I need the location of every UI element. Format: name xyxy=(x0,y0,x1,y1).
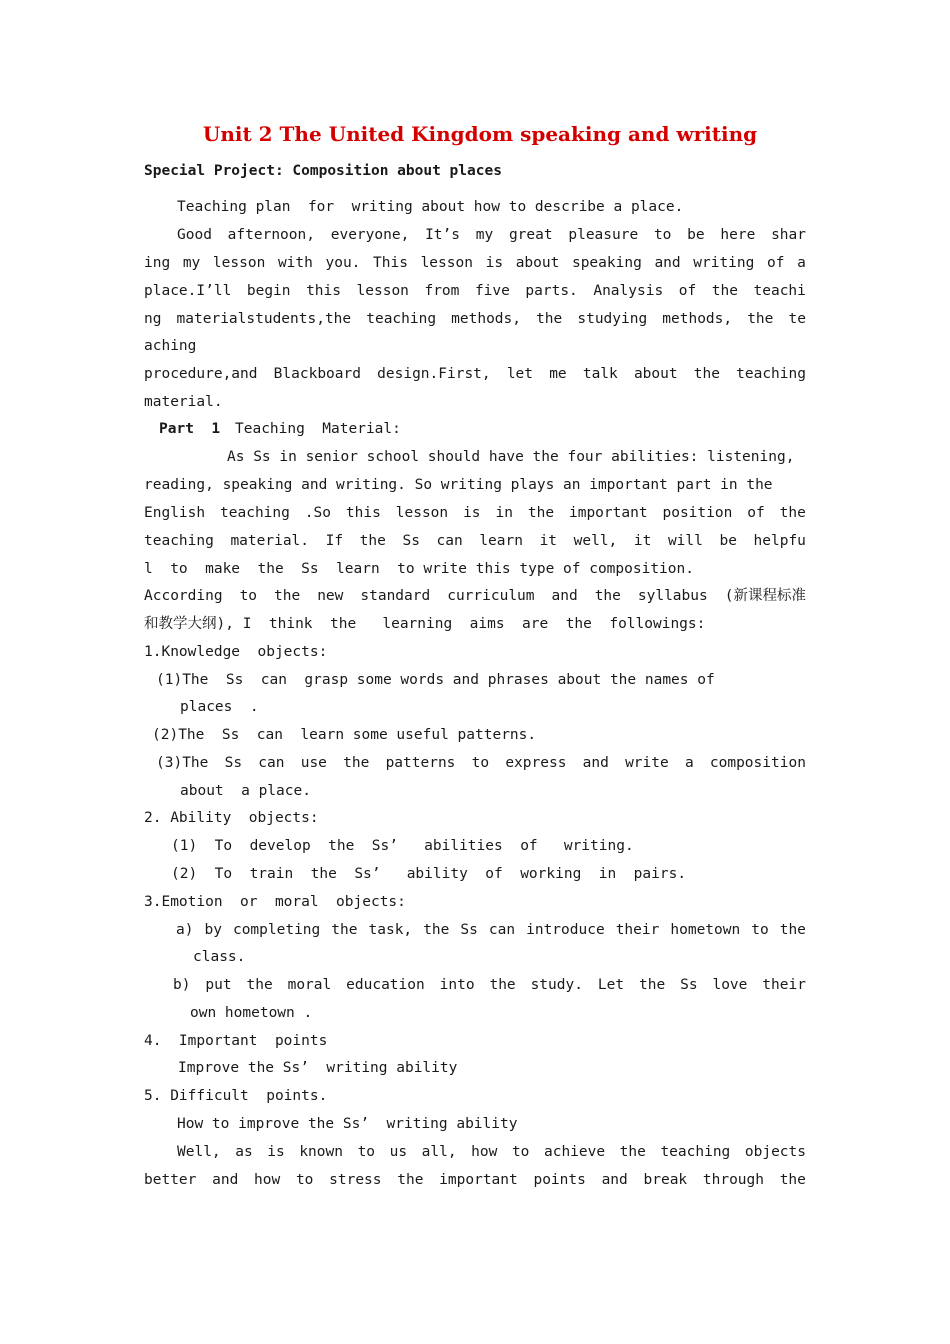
word: a) xyxy=(176,922,194,938)
word: the xyxy=(619,1144,646,1160)
word: break xyxy=(643,1172,688,1188)
word: through xyxy=(702,1172,764,1188)
word: and xyxy=(212,1172,239,1188)
word: of xyxy=(678,283,697,299)
word: as xyxy=(235,1144,253,1160)
word: the xyxy=(359,533,386,549)
word: materialstudents,the xyxy=(176,311,352,327)
word: the xyxy=(638,977,666,993)
word: teachi xyxy=(753,283,806,299)
word: write xyxy=(625,755,669,771)
word: everyone, xyxy=(330,227,410,243)
word: and xyxy=(582,755,609,771)
list-item xyxy=(173,975,806,995)
word: procedure,and xyxy=(144,366,258,382)
word: Ss xyxy=(460,922,478,938)
word: and xyxy=(654,255,681,271)
word: helpfu xyxy=(753,533,806,549)
word: well, xyxy=(573,533,618,549)
part-heading-number: Part 1 xyxy=(159,421,221,437)
word: into xyxy=(439,977,475,993)
word: Good xyxy=(177,227,212,243)
word: According xyxy=(144,588,223,604)
word: can xyxy=(436,533,463,549)
word: a xyxy=(684,755,694,771)
word: studying xyxy=(577,311,648,327)
word: the xyxy=(779,1172,806,1188)
word: pleasure xyxy=(568,227,639,243)
word: better xyxy=(144,1172,197,1188)
paragraph-line: Improve the Ss’ writing ability xyxy=(178,1060,458,1076)
word: It’s xyxy=(425,227,460,243)
word: teaching xyxy=(366,311,437,327)
word: the xyxy=(693,366,720,382)
word: teaching xyxy=(220,505,290,521)
paragraph-line: reading, speaking and writing. So writing plays an important part in the xyxy=(144,477,773,493)
document-title: Unit 2 The United Kingdom speaking and writing xyxy=(202,122,758,146)
word: lesson xyxy=(395,505,449,521)
word: learn xyxy=(479,533,523,549)
word: the xyxy=(274,588,301,604)
word: how xyxy=(254,1172,281,1188)
section-heading: 4. Important points xyxy=(144,1033,328,1049)
word: my xyxy=(475,227,494,243)
word: lesson xyxy=(356,283,409,299)
part-heading-label: Teaching Material: xyxy=(235,421,401,437)
document-subtitle: Special Project: Composition about places xyxy=(144,163,502,179)
word: (3)The xyxy=(156,755,209,771)
word: design.First, xyxy=(377,366,491,382)
list-item-continued: own hometown . xyxy=(190,1005,313,1021)
word: b) xyxy=(173,977,191,993)
word: afternoon, xyxy=(227,227,315,243)
word: five xyxy=(474,283,510,299)
list-item xyxy=(176,920,806,940)
word: it xyxy=(539,533,558,549)
list-item: (2) To train the Ss’ ability of working in pairs. xyxy=(171,866,687,882)
list-item-continued: about a place. xyxy=(180,783,311,799)
word: Blackboard xyxy=(273,366,361,382)
word: This xyxy=(373,255,408,271)
list-item-continued: class. xyxy=(193,949,246,965)
word: be xyxy=(719,533,737,549)
word: lesson xyxy=(212,255,266,271)
word: is xyxy=(463,505,481,521)
word: use xyxy=(300,755,327,771)
word: this xyxy=(345,505,381,521)
word: study. xyxy=(530,977,583,993)
paragraph-line xyxy=(177,225,806,245)
word: patterns xyxy=(385,755,456,771)
word: the xyxy=(397,1172,424,1188)
word: ng xyxy=(144,311,162,327)
word: moral xyxy=(287,977,332,993)
paragraph-line: aching xyxy=(144,338,197,354)
word: curriculum xyxy=(447,588,535,604)
word: about xyxy=(633,366,678,382)
word: my xyxy=(182,255,201,271)
word: .So xyxy=(304,505,331,521)
word: material. xyxy=(230,533,310,549)
word: great xyxy=(508,227,553,243)
list-item: (1)The Ss can grasp some words and phrases about the names of xyxy=(156,672,715,688)
section-heading: 5. Difficult points. xyxy=(144,1088,328,1104)
word: lesson xyxy=(420,255,473,271)
word: the xyxy=(711,283,738,299)
word: to xyxy=(357,1144,376,1160)
paragraph-line xyxy=(144,586,806,606)
word: important xyxy=(568,505,648,521)
word: the xyxy=(489,977,516,993)
word: teaching xyxy=(660,1144,731,1160)
word: is xyxy=(485,255,504,271)
word: shar xyxy=(771,227,806,243)
paragraph-line xyxy=(144,503,806,523)
paragraph-line xyxy=(144,309,806,329)
word: and xyxy=(601,1172,628,1188)
word: all, xyxy=(421,1144,457,1160)
word: you. xyxy=(325,255,361,271)
word: of xyxy=(747,505,765,521)
paragraph-line: How to improve the Ss’ writing ability xyxy=(177,1116,518,1132)
word: can xyxy=(258,755,285,771)
word: known xyxy=(299,1144,343,1160)
word: me xyxy=(549,366,567,382)
list-item: (2)The Ss can learn some useful patterns. xyxy=(152,727,537,743)
word: put xyxy=(205,977,232,993)
word: here xyxy=(720,227,756,243)
word: to xyxy=(511,1144,530,1160)
word: parts. xyxy=(525,283,578,299)
word: express xyxy=(505,755,567,771)
word: teaching xyxy=(736,366,806,382)
word: hometown xyxy=(670,922,741,938)
word: ing xyxy=(144,255,171,271)
word: If xyxy=(325,533,344,549)
word: (新课程标准 xyxy=(724,588,806,604)
word: will xyxy=(667,533,703,549)
word: stress xyxy=(329,1172,382,1188)
section-heading: 3.Emotion or moral objects: xyxy=(144,894,406,910)
word: speaking xyxy=(571,255,642,271)
word: Ss xyxy=(402,533,420,549)
paragraph-line xyxy=(177,1142,806,1162)
word: composition xyxy=(709,755,806,771)
word: the xyxy=(246,977,273,993)
word: to xyxy=(751,922,769,938)
word: and xyxy=(551,588,578,604)
paragraph-line: material. xyxy=(144,394,223,410)
word: love xyxy=(712,977,748,993)
word: English xyxy=(144,505,206,521)
word: the xyxy=(343,755,370,771)
word: te xyxy=(788,311,806,327)
word: Ss xyxy=(680,977,698,993)
word: writing xyxy=(693,255,755,271)
word: introduce xyxy=(526,922,605,938)
word: with xyxy=(277,255,313,271)
word: their xyxy=(762,977,806,993)
word: Let xyxy=(597,977,625,993)
word: this xyxy=(306,283,341,299)
word: the xyxy=(423,922,450,938)
paragraph-line xyxy=(144,253,806,273)
list-item-continued: places . xyxy=(180,699,259,715)
paragraph-line: 和教学大纲), I think the learning aims are the followings: xyxy=(144,616,706,632)
word: let xyxy=(506,366,534,382)
intro-line: Teaching plan for writing about how to describe a place. xyxy=(177,199,684,215)
word: begin xyxy=(246,283,291,299)
paragraph-line: l to make the Ss learn to write this type of composition. xyxy=(144,561,694,577)
section-heading: 1.Knowledge objects: xyxy=(144,644,328,660)
word: achieve xyxy=(543,1144,606,1160)
word: education xyxy=(346,977,425,993)
word: methods, xyxy=(451,311,521,327)
word: us xyxy=(389,1144,408,1160)
word: the xyxy=(331,922,358,938)
word: the xyxy=(594,588,621,604)
word: the xyxy=(536,311,563,327)
list-item xyxy=(156,753,806,773)
word: the xyxy=(527,505,555,521)
word: important xyxy=(439,1172,518,1188)
word: place.I’ll xyxy=(144,283,232,299)
word: position xyxy=(662,505,733,521)
word: talk xyxy=(582,366,618,382)
word: is xyxy=(267,1144,285,1160)
word: objects xyxy=(744,1144,806,1160)
word: standard xyxy=(360,588,431,604)
word: by xyxy=(204,922,222,938)
word: points xyxy=(533,1172,586,1188)
word: Ss xyxy=(224,755,243,771)
word: of xyxy=(767,255,785,271)
word: methods, xyxy=(662,311,733,327)
word: in xyxy=(495,505,513,521)
paragraph-line xyxy=(144,1170,806,1190)
word: the xyxy=(747,311,774,327)
word: to xyxy=(471,755,490,771)
word: completing xyxy=(232,922,321,938)
word: it xyxy=(633,533,652,549)
word: new xyxy=(317,588,344,604)
word: to xyxy=(239,588,258,604)
word: the xyxy=(779,922,806,938)
word: syllabus xyxy=(637,588,708,604)
paragraph-line xyxy=(144,364,806,384)
paragraph-line xyxy=(144,531,806,551)
word: to xyxy=(653,227,672,243)
word: the xyxy=(779,505,806,521)
word: about xyxy=(515,255,560,271)
word: from xyxy=(424,283,460,299)
section-heading: 2. Ability objects: xyxy=(144,810,319,826)
word: task, xyxy=(368,922,413,938)
word: to xyxy=(295,1172,314,1188)
word: teaching xyxy=(144,533,214,549)
word: Well, xyxy=(177,1144,221,1160)
paragraph-line xyxy=(144,281,806,301)
word: how xyxy=(471,1144,498,1160)
word: their xyxy=(615,922,660,938)
word: a xyxy=(797,255,806,271)
list-item: (1) To develop the Ss’ abilities of writing. xyxy=(171,838,634,854)
word: Analysis xyxy=(593,283,664,299)
paragraph-line: As Ss in senior school should have the four abilities: listening, xyxy=(227,449,795,465)
word: can xyxy=(488,922,516,938)
word: be xyxy=(687,227,705,243)
